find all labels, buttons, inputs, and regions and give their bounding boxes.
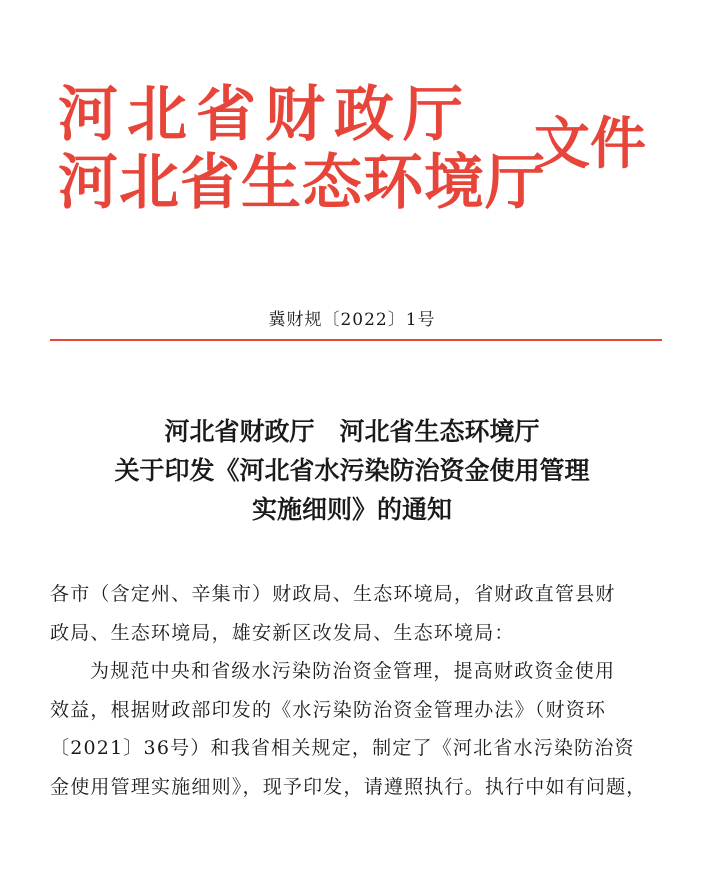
issuing-org-2: 河北省生态环境厅: [58, 148, 546, 218]
body-line: 金使用管理实施细则》，现予印发，请遵照执行。执行中如有问题，: [50, 775, 647, 798]
document-number: 冀财规〔2022〕1号: [268, 310, 436, 330]
document-title: [0, 412, 704, 529]
red-divider: [50, 339, 662, 341]
title-line-1: 河北省财政厅 河北省生态环境厅: [164, 417, 540, 446]
body-line: 各市（含定州、辛集市）财政局、生态环境局，省财政直管县财: [50, 583, 616, 605]
body-line: 政局、生态环境局，雄安新区改发局、生态环境局：: [50, 621, 515, 644]
body-line: 〔2021〕36号）和我省相关规定，制定了《河北省水污染防治资: [50, 737, 635, 759]
title-line-3: 实施细则》的通知: [251, 495, 452, 524]
title-line-2: 关于印发《河北省水污染防治资金使用管理: [114, 456, 590, 485]
document-type-label: 文件: [534, 112, 646, 177]
document-header: [0, 0, 704, 250]
body-line: 为规范中央和省级水污染防治资金管理，提高财政资金使用: [90, 660, 616, 682]
document-body: [50, 575, 662, 806]
issuing-org-1: 河北省财政厅: [58, 80, 472, 150]
body-line: 效益，根据财政部印发的《水污染防治资金管理办法》（财资环: [50, 698, 607, 721]
